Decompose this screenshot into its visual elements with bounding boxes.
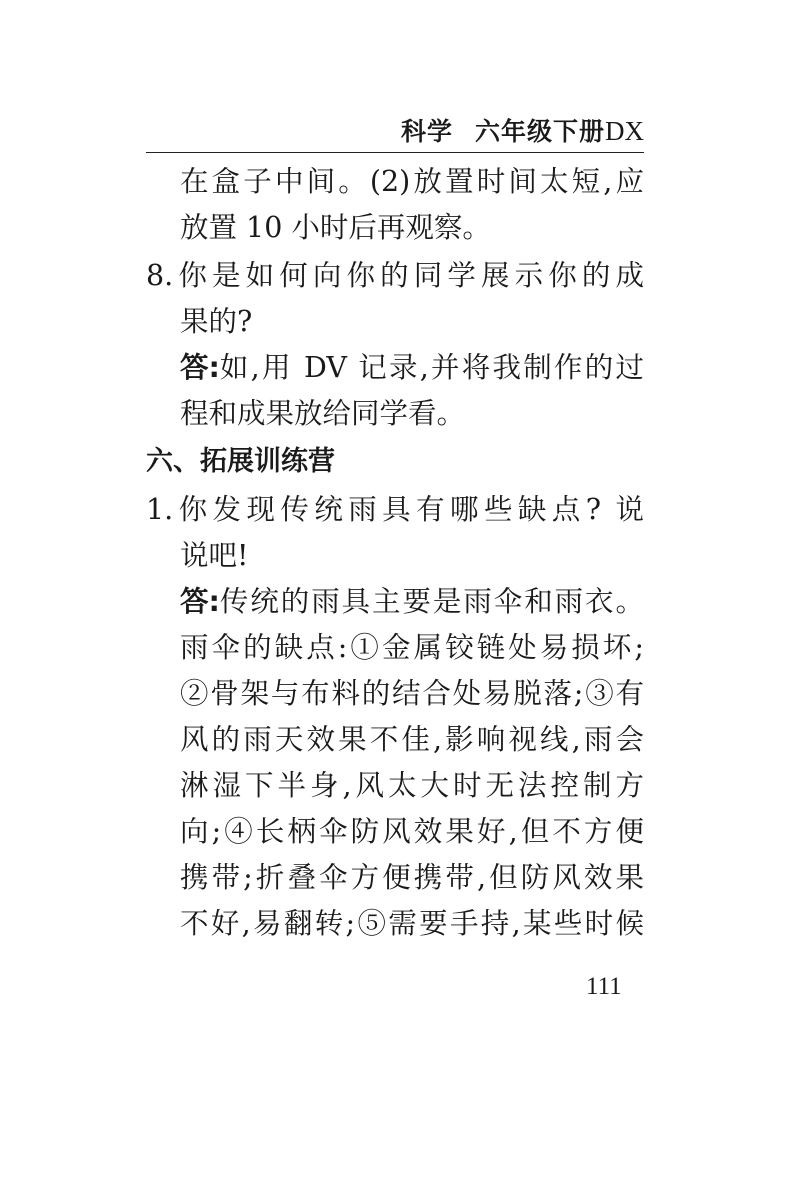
text-line: 在盒子中间。(2)放置时间太短,应 [180, 165, 644, 198]
header-grade: 六年级下册 [474, 117, 605, 146]
header-rule [146, 152, 644, 153]
answer-line [180, 582, 644, 622]
answer-label: 答: [180, 585, 220, 618]
page-number: 111 [586, 973, 622, 1000]
text-line: 携带;折叠伞方便携带,但防风效果 [180, 861, 644, 894]
text-line: 不好,易翻转;⑤需要手持,某些时候 [180, 907, 644, 940]
text-line: 向;④长柄伞防风效果好,但不方便 [180, 815, 644, 848]
text-line: 放置 10 小时后再观察。 [180, 211, 491, 244]
text-line: 雨伞的缺点:①金属铰链处易损坏; [180, 631, 644, 664]
section-heading: 六、拓展训练营 [146, 446, 335, 477]
answer-text: 如,用 DV 记录,并将我制作的过 [219, 351, 644, 384]
text-line: 淋湿下半身,风太大时无法控制方 [180, 769, 644, 802]
text-line: 说吧! [180, 539, 249, 572]
running-header [146, 112, 644, 150]
answer-label: 答: [180, 351, 220, 384]
text-line: 程和成果放给同学看。 [180, 397, 466, 430]
text-line: 果的? [180, 305, 253, 338]
answer-line [180, 348, 644, 388]
question-1: 1.你发现传统雨具有哪些缺点? 说 [146, 493, 644, 526]
header-subject: 科学 [400, 117, 453, 146]
question-8: 8.你是如何向你的同学展示你的成 [146, 259, 644, 292]
text-line: ②骨架与布料的结合处易脱落;③有 [180, 677, 644, 710]
text-line: 风的雨天效果不佳,影响视线,雨会 [180, 723, 644, 756]
answer-text: 传统的雨具主要是雨伞和雨衣。 [219, 585, 644, 618]
header-code: DX [605, 116, 644, 146]
